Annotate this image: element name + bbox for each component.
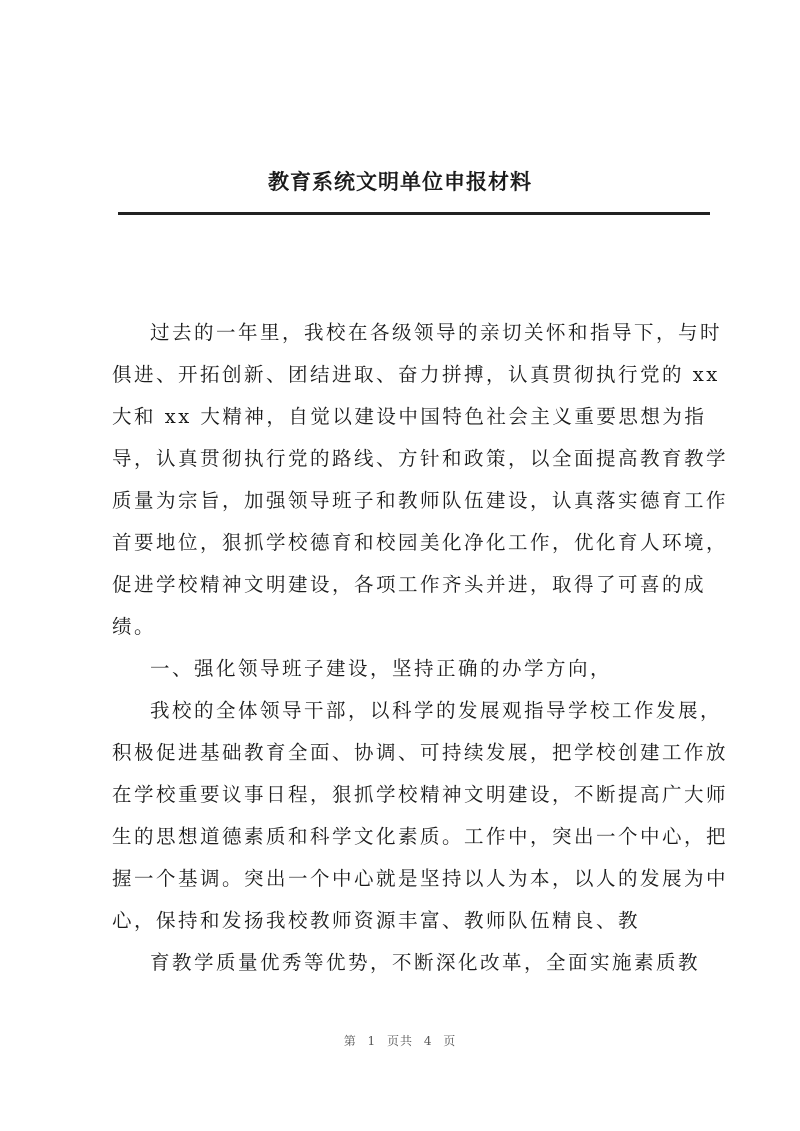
body-line: 育教学质量优秀等优势，不断深化改革，全面实施素质教 xyxy=(150,951,701,974)
body-line: 心，保持和发扬我校教师资源丰富、教师队伍精良、教 xyxy=(112,909,641,932)
body-line: 首要地位，狠抓学校德育和校园美化净化工作，优化育人环境， xyxy=(112,531,729,554)
body-line: 握一个基调。突出一个中心就是坚持以人为本，以人的发展为中 xyxy=(112,867,729,890)
body-line: 生的思想道德素质和科学文化素质。工作中，突出一个中心，把 xyxy=(112,825,729,848)
document-title: 教育系统文明单位申报材料 xyxy=(268,169,532,194)
body-line: 导，认真贯彻执行党的路线、方针和政策，以全面提高教育教学 xyxy=(112,447,729,470)
body-line: 过去的一年里，我校在各级领导的亲切关怀和指导下，与时 xyxy=(150,321,723,344)
title-divider xyxy=(118,212,710,215)
page-number: 第 1 页共 4 页 xyxy=(343,1034,457,1048)
body-line: 我校的全体领导干部，以科学的发展观指导学校工作发展， xyxy=(150,699,723,722)
body-line: 促进学校精神文明建设，各项工作齐头并进，取得了可喜的成 xyxy=(112,573,707,596)
body-line: 积极促进基础教育全面、协调、可持续发展，把学校创建工作放 xyxy=(112,741,729,764)
section-heading: 一、强化领导班子建设，坚持正确的办学方向， xyxy=(150,657,613,680)
body-line: 俱进、开拓创新、团结进取、奋力拼搏，认真贯彻执行党的 xx xyxy=(112,363,720,386)
body-line: 大和 xx 大精神，自觉以建设中国特色社会主义重要思想为指 xyxy=(112,405,707,428)
body-line: 在学校重要议事日程，狠抓学校精神文明建设，不断提高广大师 xyxy=(112,783,729,806)
body-line: 绩。 xyxy=(112,615,157,638)
body-line: 质量为宗旨，加强领导班子和教师队伍建设，认真落实德育工作 xyxy=(112,489,729,512)
